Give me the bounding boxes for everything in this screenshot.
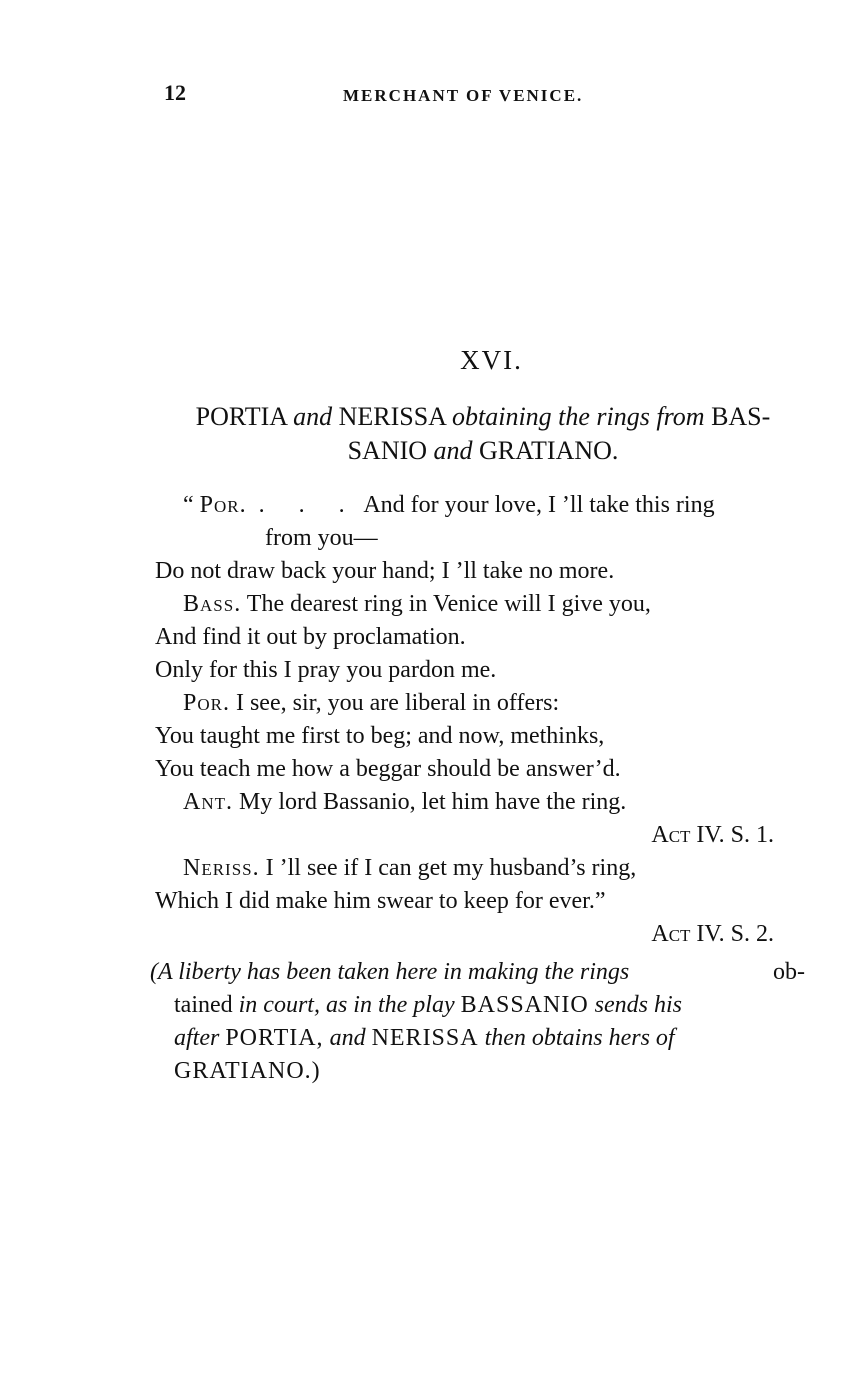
quote-line: And find it out by proclamation. (155, 624, 466, 650)
speaker-portia: Por. (183, 690, 230, 716)
caption-line-2 (158, 434, 808, 468)
caption-and-1: and (293, 402, 333, 431)
note-text: after (174, 1025, 220, 1051)
speaker-antonio: Ant. (183, 789, 233, 815)
quote-line (155, 852, 810, 885)
note-text: ob- (773, 959, 805, 985)
caption-and-2: and (433, 436, 473, 465)
quote-line (155, 588, 810, 621)
quote-line (155, 489, 810, 522)
quote-text: And for your love, I ’ll take this ring (363, 492, 715, 518)
note-name-gratiano: GRATIANO.) (174, 1058, 321, 1084)
caption-portia: PORTIA (195, 402, 287, 431)
caption-bas: BAS- (711, 402, 771, 431)
quote-line (155, 687, 810, 720)
speaker-nerissa: Neriss. (183, 855, 260, 881)
note-name-portia: PORTIA, (225, 1025, 324, 1051)
quote-line: Do not draw back your hand; I ’ll take no more. (155, 558, 615, 584)
quote-text: My lord Bassanio, let him have the ring. (239, 789, 627, 815)
caption-nerissa: NERISSA (338, 402, 446, 431)
note-name-bassanio: BASSANIO (460, 992, 589, 1018)
plate-caption (158, 400, 808, 468)
note-text: in court, as in the play (238, 992, 455, 1018)
caption-sanio: SANIO (347, 436, 428, 465)
note-text: then obtains hers of (484, 1025, 675, 1051)
page-number: 12 (164, 80, 186, 105)
running-title: MERCHANT OF VENICE. (343, 86, 584, 105)
note-line (150, 989, 805, 1022)
note-line (150, 1022, 805, 1055)
note-text: (A liberty has been taken here in making the rings (150, 959, 630, 985)
quote-line: Only for this I pray you pardon me. (155, 657, 497, 683)
caption-obtaining: obtaining the rings from (452, 402, 705, 431)
quote-text: I see, sir, you are liberal in offers: (235, 690, 560, 716)
note-text: sends his (594, 992, 682, 1018)
quote-line (155, 786, 810, 819)
speaker-bassanio: Bass. (183, 591, 242, 617)
ellipsis: . . . (258, 492, 359, 518)
note-name-nerissa: NERISSA (371, 1025, 479, 1051)
open-quote: “ (183, 492, 194, 518)
quote-line: You taught me first to beg; and now, methinks, (155, 723, 605, 749)
running-head (160, 80, 660, 110)
quote-text: The dearest ring in Venice will I give you, (246, 591, 651, 617)
act-scene-reference: Act IV. S. 2. (651, 921, 774, 947)
note-line (150, 956, 805, 989)
plate-number: XVI. (460, 345, 523, 375)
quote-line: from you— (265, 525, 378, 551)
quote-line: Which I did make him swear to keep for ever.” (155, 888, 606, 914)
caption-line-1 (158, 400, 808, 434)
play-quotation (155, 489, 810, 951)
note-line (150, 1055, 805, 1088)
quote-text: I ’ll see if I can get my husband’s ring, (265, 855, 637, 881)
quote-line: You teach me how a beggar should be answer’d. (155, 756, 621, 782)
act-scene-reference: Act IV. S. 1. (651, 822, 774, 848)
speaker-portia: Por. (199, 492, 247, 518)
caption-gratiano: GRATIANO. (479, 436, 619, 465)
note-text: tained (174, 992, 233, 1018)
note-text: and (329, 1025, 366, 1051)
editorial-note (150, 956, 805, 1088)
